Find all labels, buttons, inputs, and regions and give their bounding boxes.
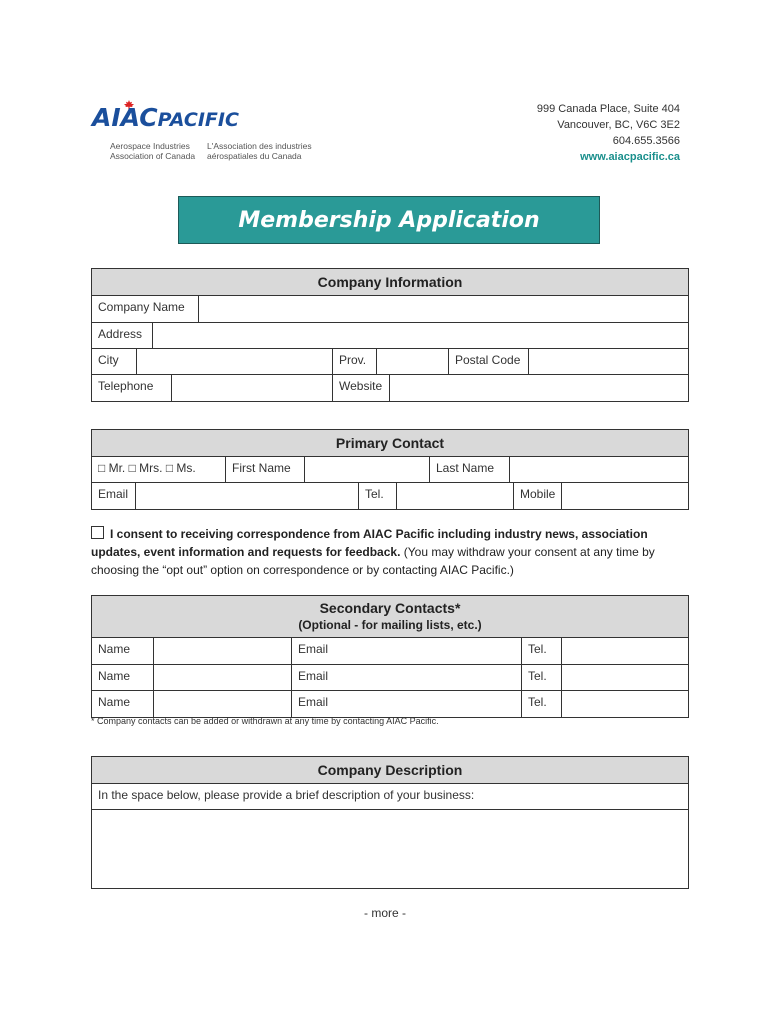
logo-subtitle-fr: L'Association des industries aérospatiales du Canada [207,141,312,161]
email-label: Email [291,691,521,717]
email-label: Email [291,665,521,690]
consent-statement [91,525,691,579]
consent-normal-text: (You may withdraw your consent at any time by choosing the “opt out” option on correspondence or by contacting AIAC Pacific.) [91,545,655,577]
address-line-2: Vancouver, BC, V6C 3E2 [557,119,680,131]
title-banner [178,196,600,244]
telephone-field[interactable] [171,375,332,401]
company-information-section [91,268,689,402]
tel-field[interactable] [561,665,688,690]
last-name-field[interactable] [509,457,688,482]
tel-field[interactable] [561,638,688,664]
logo-subtitle-en: Aerospace Industries Association of Canada [110,141,196,161]
postal-code-label: Postal Code [448,349,528,374]
first-name-field[interactable] [304,457,429,482]
company-name-label: Company Name [98,300,185,314]
table-row [92,638,688,665]
website-field[interactable] [389,375,688,401]
tel-label: Tel. [521,638,561,664]
mobile-field[interactable] [561,483,688,509]
email-label: Email [98,487,129,501]
mobile-label: Mobile [513,483,561,509]
salutation-options[interactable]: □ Mr. □ Mrs. □ Ms. [98,461,196,475]
name-field[interactable] [153,691,291,717]
address-label: Address [98,327,143,341]
last-name-label: Last Name [429,457,509,482]
tel-label: Tel. [521,691,561,717]
more-indicator: - more - [364,906,406,920]
form-row [92,296,688,323]
form-row [92,375,688,401]
description-textarea[interactable] [92,810,688,888]
city-label: City [98,353,119,367]
contact-address-block [537,101,680,165]
tel-label: Tel. [358,483,396,509]
form-row [92,323,688,349]
tel-label: Tel. [521,665,561,690]
aiac-pacific-logo [92,100,322,170]
name-label: Name [98,669,131,683]
form-row [92,784,688,810]
city-field[interactable] [136,349,332,374]
form-row [92,483,688,509]
consent-checkbox[interactable] [91,526,104,539]
name-label: Name [98,642,131,656]
name-field[interactable] [153,665,291,690]
website-label: Website [332,375,389,401]
email-label: Email [291,638,521,664]
section-header: Company Description [92,757,688,784]
name-label: Name [98,695,131,709]
form-row [92,349,688,375]
address-field[interactable] [152,323,688,348]
secondary-contacts-title: Secondary Contacts* [319,600,461,616]
primary-contact-section [91,429,689,510]
consent-bold-text: I consent to receiving correspondence from AIAC Pacific including industry news, association updates, event information and requests for feedback. [91,527,648,559]
table-row [92,665,688,691]
section-header: Company Information [92,269,688,296]
first-name-label: First Name [225,457,304,482]
section-header: Primary Contact [92,430,688,457]
secondary-contacts-note: * Company contacts can be added or withdrawn at any time by contacting AIAC Pacific. [91,716,439,726]
name-field[interactable] [153,638,291,664]
logo-wordmark: AIACPACIFIC [92,103,239,132]
email-field[interactable] [135,483,358,509]
company-name-field[interactable] [198,296,688,322]
prov-field[interactable] [376,349,448,374]
address-line-1: 999 Canada Place, Suite 404 [536,103,680,115]
tel-field[interactable] [396,483,513,509]
secondary-contacts-section [91,595,689,718]
description-instruction: In the space below, please provide a brief description of your business: [98,788,475,802]
company-description-section [91,756,689,889]
page-title: Membership Application [238,207,540,233]
telephone-label: Telephone [98,379,154,393]
prov-label: Prov. [332,349,376,374]
table-row [92,691,688,717]
section-header [92,596,688,638]
tel-field[interactable] [561,691,688,717]
website-link[interactable]: www.aiacpacific.ca [580,151,680,163]
form-row [92,457,688,483]
secondary-contacts-subtitle: (Optional - for mailing lists, etc.) [298,618,482,632]
address-phone: 604.655.3566 [612,135,680,147]
postal-code-field[interactable] [528,349,688,374]
